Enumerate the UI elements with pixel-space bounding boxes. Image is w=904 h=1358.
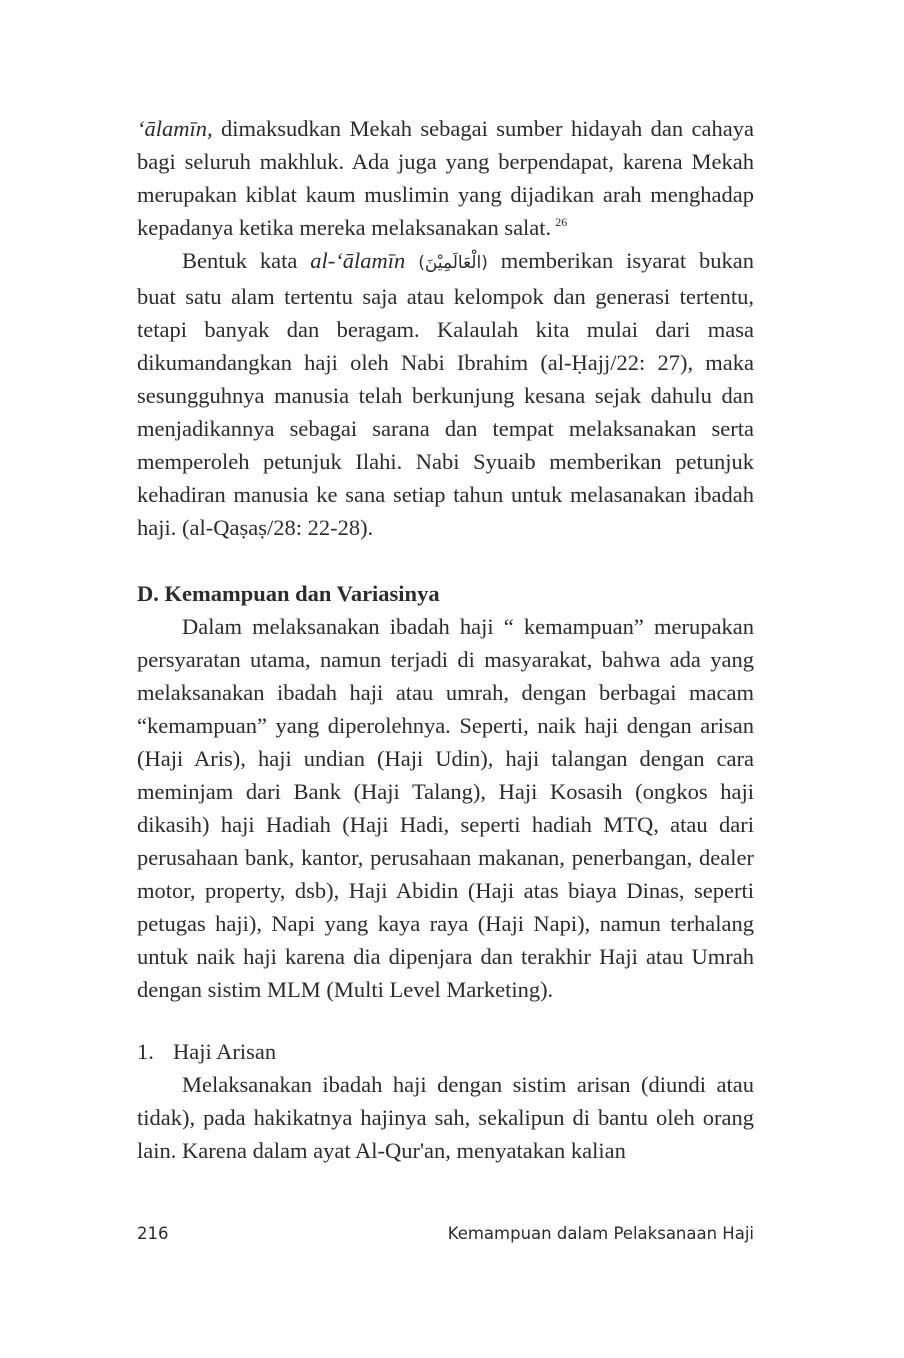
arabic-term: (الْعَالَمِيْنَ) bbox=[418, 253, 488, 273]
italic-term: al-‘ālamīn bbox=[310, 248, 406, 273]
section-paragraph: Dalam melaksanakan ibadah haji “ kemampuan” merupakan persyaratan utama, namun terjadi di masyarakat, bahwa ada yang melaksanakan ibadah haji atau umrah, dengan berbagai macam “kemampuan” yang diperolehnya. Seperti, naik haji dengan arisan (Haji Aris), haji undian (Haji Udin), haji talangan dengan cara meminjam dari Bank (Haji Talang), Haji Kosasih (ongkos haji dikasih) haji Hadiah (Haji Hadi, seperti hadiah MTQ, atau dari perusahaan bank, kantor, perusahaan makanan, penerbangan, dealer motor, property, dsb), Haji Abidin (Haji atas biaya Dinas, seperti petugas haji), Napi yang kaya raya (Haji Napi), namun terhalang untuk naik haji karena dia dipenjara dan terakhir Haji atau Umrah dengan sistim MLM (Multi Level Marketing). bbox=[137, 614, 754, 1002]
list-item-heading bbox=[137, 1035, 754, 1068]
italic-term: ‘ālamīn, bbox=[137, 116, 213, 141]
running-title: Kemampuan dalam Pelaksanaan Haji bbox=[447, 1224, 754, 1243]
body-text-upper bbox=[137, 112, 754, 1006]
body-text-lower bbox=[137, 1035, 754, 1167]
page-number: 216 bbox=[137, 1224, 169, 1243]
section-heading: D. Kemampuan dan Variasinya bbox=[137, 581, 440, 606]
paragraph-continuation: ‘ālamīn, dimaksudkan Mekah sebagai sumber hidayah dan cahaya bagi seluruh makhluk. Ada juga yang berpendapat, karena Mekah merupakan kiblat kaum muslimin yang dijadikan arah menghadap kepadanya ketika mereka melaksanakan salat. $^{26}$ bbox=[137, 116, 754, 240]
list-title: Haji Arisan bbox=[173, 1039, 277, 1064]
paragraph-bentuk-kata: Bentuk kata al-‘ālamīn (الْعَالَمِيْنَ) memberikan isyarat bukan buat satu alam tertentu saja atau kelompok dan generasi tertentu, tetapi banyak dan beragam. Kalaulah kita mulai dari masa dikumandangkan haji oleh Nabi Ibrahim (al-Ḥajj/22: 27), maka sesungguhnya manusia telah berkunjung kesana sejak dahulu dan menjadikannya sebagai sarana dan tempat melaksanakan serta memperoleh petunjuk Ilahi. Nabi Syuaib memberikan petunjuk kehadiran manusia ke sana setiap tahun untuk melasanakan ibadah haji. (al-Qaṣaṣ/28: 22-28). bbox=[137, 248, 754, 540]
list-item-paragraph: Melaksanakan ibadah haji dengan sistim arisan (diundi atau tidak), pada hakikatnya hajinya sah, sekalipun di bantu oleh orang lain. Karena dalam ayat Al-Qur'an, menyatakan kalian bbox=[137, 1072, 754, 1163]
footnote-ref: 26 bbox=[555, 215, 568, 229]
page-footer bbox=[137, 1224, 754, 1243]
list-number: 1. bbox=[137, 1039, 154, 1064]
